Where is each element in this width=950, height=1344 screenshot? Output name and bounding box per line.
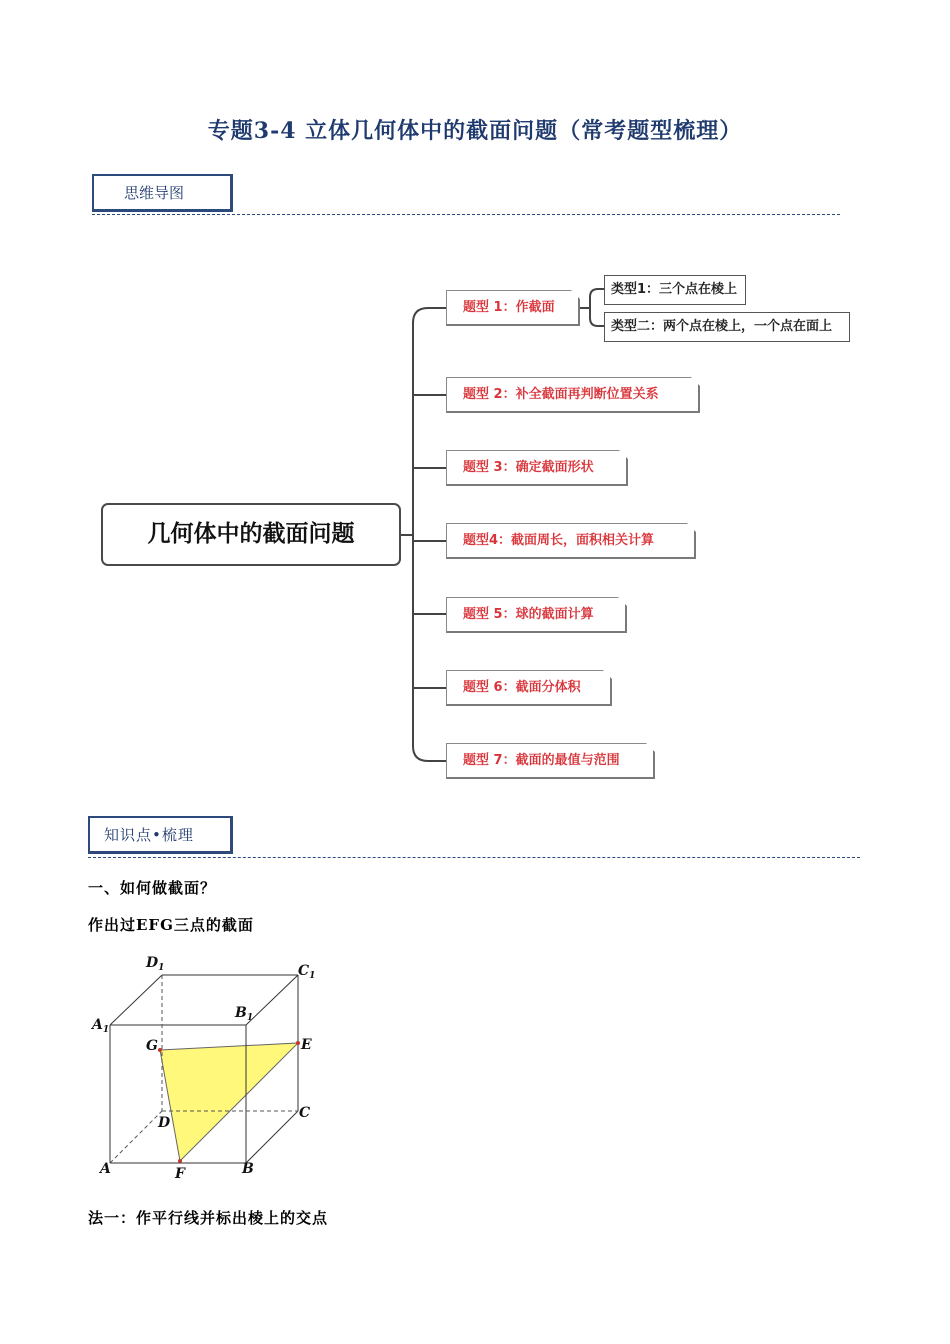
label-c1: $C_1$ (298, 963, 316, 981)
mindmap-node-label: 题型 5：球的截面计算 (463, 607, 594, 622)
mindmap-node-1 (446, 290, 580, 326)
section-divider (88, 857, 860, 858)
mindmap-node-label: 题型 7：截面的最值与范围 (463, 753, 620, 768)
label-a1: $A_1$ (92, 1017, 110, 1035)
mindmap-node-6 (446, 670, 612, 706)
label-d1: $D_1$ (146, 955, 165, 973)
cube-figure (80, 945, 340, 1195)
section-tab-label: 思维导图 (124, 184, 185, 202)
section-triangle (160, 1043, 298, 1161)
mindmap-node-5 (446, 597, 627, 633)
mindmap-node-3 (446, 450, 628, 486)
mindmap-node-label: 题型 1：作截面 (463, 300, 555, 315)
point-f (178, 1159, 182, 1163)
mindmap-root: 几何体中的截面问题 (101, 503, 401, 566)
mindmap-node-label: 题型 6：截面分体积 (463, 680, 581, 695)
label-b1: $B_1$ (235, 1005, 254, 1023)
mindmap-node-2 (446, 377, 700, 413)
mindmap-node-label: 题型 2：补全截面再判断位置关系 (463, 387, 659, 402)
label-b: B (242, 1161, 254, 1177)
content-heading: 一、如何做截面？ (88, 879, 217, 897)
mindmap-subnode-2: 类型二：两个点在棱上，一个点在面上 (604, 312, 850, 342)
content-method: 法一：作平行线并标出棱上的交点 (88, 1209, 329, 1227)
section-tab-label: 知识点•梳理 (104, 826, 194, 844)
label-f: F (175, 1166, 185, 1182)
label-e: E (301, 1037, 312, 1053)
mindmap-node-4 (446, 523, 696, 559)
mindmap-node-7 (446, 743, 655, 779)
label-g: G (146, 1038, 158, 1054)
label-c: C (299, 1105, 311, 1121)
mindmap-subnode-1: 类型1：三个点在棱上 (604, 275, 746, 305)
point-g (158, 1048, 162, 1052)
mindmap-node-label: 题型4：截面周长，面积相关计算 (463, 533, 655, 548)
point-e (296, 1041, 300, 1045)
page-title: 专题3-4 立体几何体中的截面问题（常考题型梳理） (207, 118, 743, 144)
label-d: D (158, 1115, 171, 1131)
section-tab-knowledge (88, 816, 233, 854)
mindmap-node-label: 题型 3：确定截面形状 (463, 460, 594, 475)
label-a: A (100, 1161, 111, 1177)
content-task: 作出过EFG三点的截面 (88, 916, 254, 934)
